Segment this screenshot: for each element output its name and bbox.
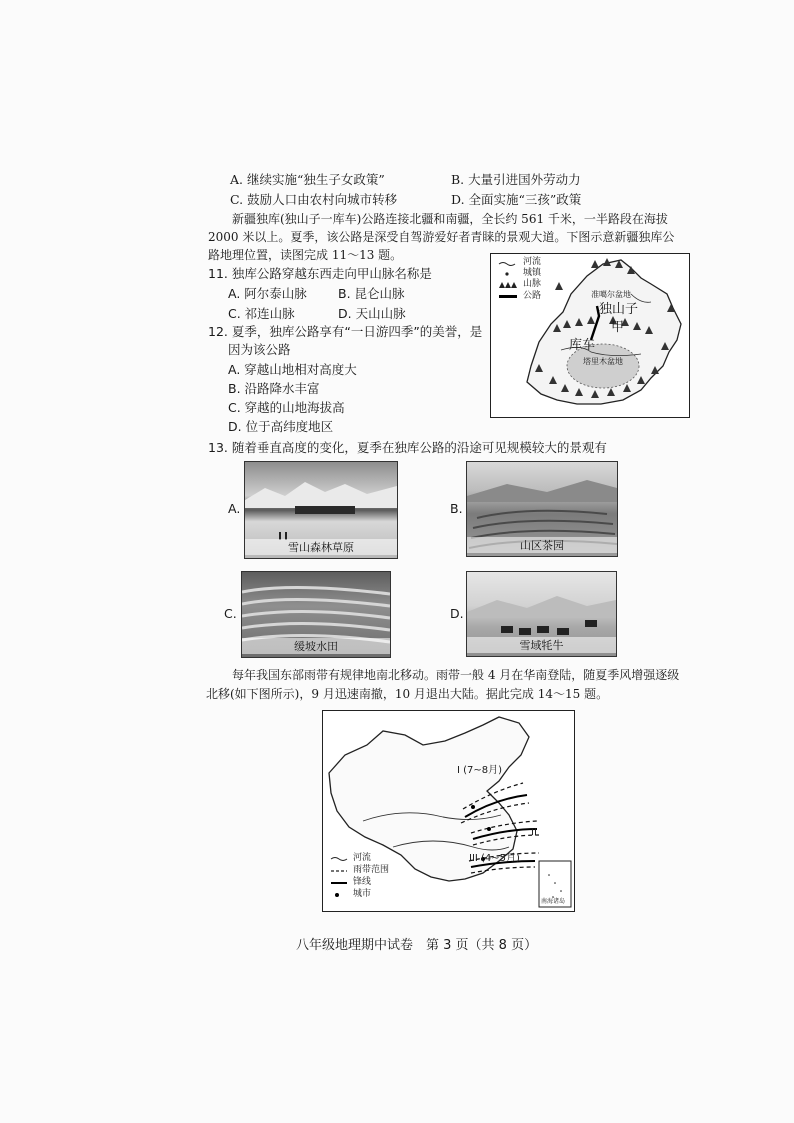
- q13-option-a-label: A.: [228, 501, 241, 516]
- q12-stem-line2: 因为该公路: [228, 342, 291, 357]
- intro1-line1: 新疆独库(独山子一库车)公路连接北疆和南疆，全长约 561 千米，一半路段在海拔: [232, 212, 668, 226]
- photo-snow-forest-grassland: [244, 461, 398, 559]
- map-label-dushanzi: 独山子: [599, 302, 639, 317]
- prev-option-a: A. 继续实施“独生子女政策”: [230, 172, 385, 187]
- xinjiang-map: [490, 253, 690, 418]
- photo-snowfield-yak: [466, 571, 617, 657]
- rainband-1-label: I (7~8月): [457, 765, 503, 776]
- photo-terraced-paddy: [241, 571, 391, 658]
- page-footer: 八年级地理期中试卷 第 3 页（共 8 页）: [296, 938, 538, 953]
- intro1-line2: 2000 米以上。夏季，该公路是深受自驾游爱好者青睐的景观大道。下图示意新疆独库公: [208, 230, 675, 244]
- q11-option-d: D. 天山山脉: [338, 306, 406, 321]
- q13-option-c-label: C.: [224, 606, 237, 621]
- q11-stem: 11. 独库公路穿越东西走向甲山脉名称是: [208, 266, 432, 281]
- legend-front-label: 锋线: [353, 877, 372, 887]
- q12-option-c: C. 穿越的山地海拔高: [228, 400, 345, 415]
- q12-option-b: B. 沿路降水丰富: [228, 381, 320, 396]
- prev-option-b: B. 大量引进国外劳动力: [451, 172, 581, 187]
- intro2-line1: 每年我国东部雨带有规律地南北移动。雨带一般 4 月在华南登陆，随夏季风增强逐级: [232, 668, 680, 682]
- q12-stem-line1: 12. 夏季，独库公路享有“一日游四季”的美誉，是: [208, 324, 483, 339]
- prev-option-d: D. 全面实施“三孩”政策: [451, 192, 582, 207]
- map-label-kuqa: 库车: [569, 338, 596, 353]
- legend-river-label-2: 河流: [353, 853, 372, 863]
- map-label-tarim: 塔里木盆地: [583, 357, 623, 366]
- photo-d-caption: 雪域牦牛: [467, 637, 616, 653]
- q12-option-d: D. 位于高纬度地区: [228, 419, 334, 434]
- xinjiang-map-graphic: [491, 254, 689, 417]
- legend-city-label: 城市: [353, 889, 372, 899]
- intro1-line3: 路地理位置，读图完成 11～13 题。: [208, 248, 403, 262]
- prev-option-c: C. 鼓励人口由农村向城市转移: [230, 192, 398, 207]
- legend-mountain-label: 山脉: [523, 279, 542, 289]
- q11-option-c: C. 祁连山脉: [228, 306, 295, 321]
- map-label-jia: 甲: [611, 320, 625, 335]
- q11-option-b: B. 昆仑山脉: [338, 286, 405, 301]
- legend-road-label: 公路: [523, 291, 542, 301]
- photo-c-caption: 缓坡水田: [242, 638, 390, 654]
- photo-mountain-tea-garden: [466, 461, 618, 557]
- map-label-junggar: 准噶尔盆地: [591, 290, 631, 299]
- inset-label: 南海诸岛: [541, 898, 566, 905]
- intro2-line2: 北移(如下图所示)，9 月迅速南撤，10 月退出大陆。据此完成 14～15 题。: [206, 687, 609, 701]
- legend-rainband-label: 雨带范围: [353, 865, 390, 875]
- q13-option-d-label: D.: [450, 606, 464, 621]
- rainband-3-label: III (4~5月): [469, 853, 520, 864]
- q13-option-b-label: B.: [450, 501, 463, 516]
- rainband-2-label: II: [531, 827, 537, 838]
- photo-b-caption: 山区茶园: [467, 537, 617, 553]
- q12-option-a: A. 穿越山地相对高度大: [228, 362, 357, 377]
- photo-a-caption: 雪山森林草原: [245, 539, 397, 555]
- legend-river-label: 河流: [523, 257, 542, 267]
- china-rainband-map: [322, 710, 575, 912]
- q13-stem: 13. 随着垂直高度的变化，夏季在独库公路的沿途可见规模较大的景观有: [208, 440, 607, 455]
- legend-town-label: 城镇: [523, 268, 542, 278]
- q11-option-a: A. 阿尔泰山脉: [228, 286, 307, 301]
